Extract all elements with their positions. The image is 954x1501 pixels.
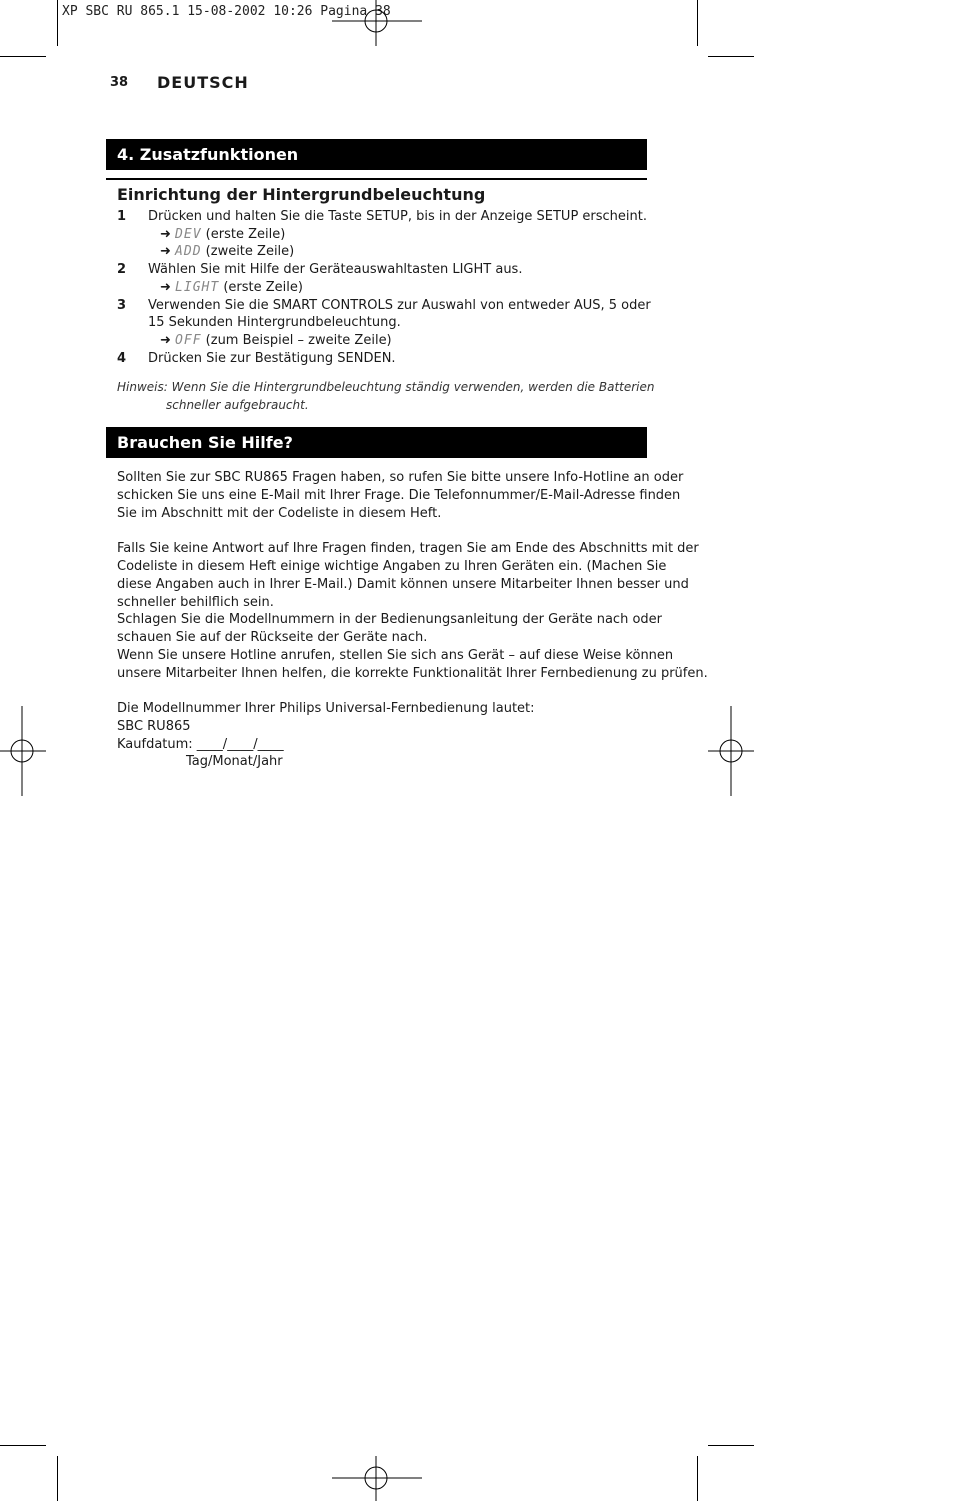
- result-note: (erste Zeile): [205, 227, 286, 242]
- arrow-icon: ➜: [160, 244, 171, 259]
- result-note: (erste Zeile): [223, 280, 303, 295]
- arrow-icon: ➜: [160, 227, 171, 242]
- crop-mark: [697, 0, 698, 46]
- body-text: Schlagen Sie die Modellnummern in der Bedienungsanleitung der Geräte nach oder: [117, 612, 662, 627]
- step-number: 1: [117, 209, 127, 224]
- print-slug: XP SBC RU 865.1 15-08-2002 10:26 Pagina 38: [62, 4, 391, 19]
- step-number: 4: [117, 351, 127, 366]
- arrow-icon: ➜: [160, 333, 171, 348]
- language-heading: DEUTSCH: [157, 73, 249, 92]
- result-line: [160, 332, 392, 350]
- crop-mark: [697, 1456, 698, 1501]
- lcd-display-text: LIGHT: [175, 280, 220, 295]
- lcd-display-text: ADD: [175, 244, 202, 259]
- result-line: [160, 226, 285, 244]
- body-text: diese Angaben auch in Ihrer E-Mail.) Damit können unsere Mitarbeiter Ihnen besser und: [117, 577, 689, 592]
- step-text: Drücken und halten Sie die Taste SETUP, bis in der Anzeige SETUP erscheint.: [148, 209, 647, 224]
- result-note: (zweite Zeile): [205, 244, 295, 259]
- page-number: 38: [110, 75, 129, 90]
- body-text: Die Modellnummer Ihrer Philips Universal-Fernbedienung lautet:: [117, 701, 535, 716]
- model-number: SBC RU865: [117, 719, 191, 734]
- step-text: Verwenden Sie die SMART CONTROLS zur Auswahl von entweder AUS, 5 oder: [148, 298, 651, 313]
- registration-mark-icon: [332, 1456, 422, 1501]
- registration-mark-icon: [708, 706, 754, 796]
- lcd-display-text: DEV: [175, 227, 202, 242]
- step-number: 3: [117, 298, 127, 313]
- body-text: schicken Sie uns eine E-Mail mit Ihrer Frage. Die Telefonnummer/E-Mail-Adresse finden: [117, 488, 681, 503]
- crop-mark: [708, 1445, 754, 1446]
- crop-mark: [57, 1456, 58, 1501]
- body-text: unsere Mitarbeiter Ihnen helfen, die korrekte Funktionalität Ihrer Fernbedienung zu prüfen.: [117, 666, 708, 681]
- step-text: Wählen Sie mit Hilfe der Geräteauswahltasten LIGHT aus.: [148, 262, 523, 277]
- lcd-display-text: OFF: [175, 333, 202, 348]
- step-number: 2: [117, 262, 127, 277]
- subsection-title: Einrichtung der Hintergrundbeleuchtung: [117, 185, 486, 204]
- body-text: Sollten Sie zur SBC RU865 Fragen haben, so rufen Sie bitte unsere Info-Hotline an oder: [117, 470, 684, 485]
- section-rule: [106, 178, 647, 180]
- result-line: [160, 243, 294, 261]
- result-note: (zum Beispiel – zweite Zeile): [205, 333, 392, 348]
- registration-mark-icon: [0, 706, 46, 796]
- crop-mark: [708, 56, 754, 57]
- body-text: Falls Sie keine Antwort auf Ihre Fragen finden, tragen Sie am Ende des Abschnitts mit der: [117, 541, 699, 556]
- body-text: Sie im Abschnitt mit der Codeliste in diesem Heft.: [117, 506, 442, 521]
- body-text: schneller behilflich sein.: [117, 595, 274, 610]
- body-text: Codeliste in diesem Heft einige wichtige Angaben zu Ihren Geräten ein. (Machen Sie: [117, 559, 667, 574]
- result-line: [160, 279, 303, 297]
- hint-text: Hinweis: Wenn Sie die Hintergrundbeleuchtung ständig verwenden, werden die Batterien: [117, 380, 655, 394]
- section-title-bar: Brauchen Sie Hilfe?: [106, 427, 647, 458]
- step-text: Drücken Sie zur Bestätigung SENDEN.: [148, 351, 396, 366]
- step-text: 15 Sekunden Hintergrundbeleuchtung.: [148, 315, 401, 330]
- crop-mark: [0, 56, 46, 57]
- body-text: Wenn Sie unsere Hotline anrufen, stellen Sie sich ans Gerät – auf diese Weise können: [117, 648, 674, 663]
- arrow-icon: ➜: [160, 280, 171, 295]
- purchase-date-field: Kaufdatum: ____/____/____: [117, 737, 284, 752]
- crop-mark: [0, 1445, 46, 1446]
- body-text: schauen Sie auf der Rückseite der Geräte nach.: [117, 630, 428, 645]
- date-format-label: Tag/Monat/Jahr: [186, 754, 283, 769]
- registration-mark-icon: [332, 0, 422, 46]
- crop-mark: [57, 0, 58, 46]
- section-title-bar: 4. Zusatzfunktionen: [106, 139, 647, 170]
- hint-text: schneller aufgebraucht.: [166, 398, 309, 412]
